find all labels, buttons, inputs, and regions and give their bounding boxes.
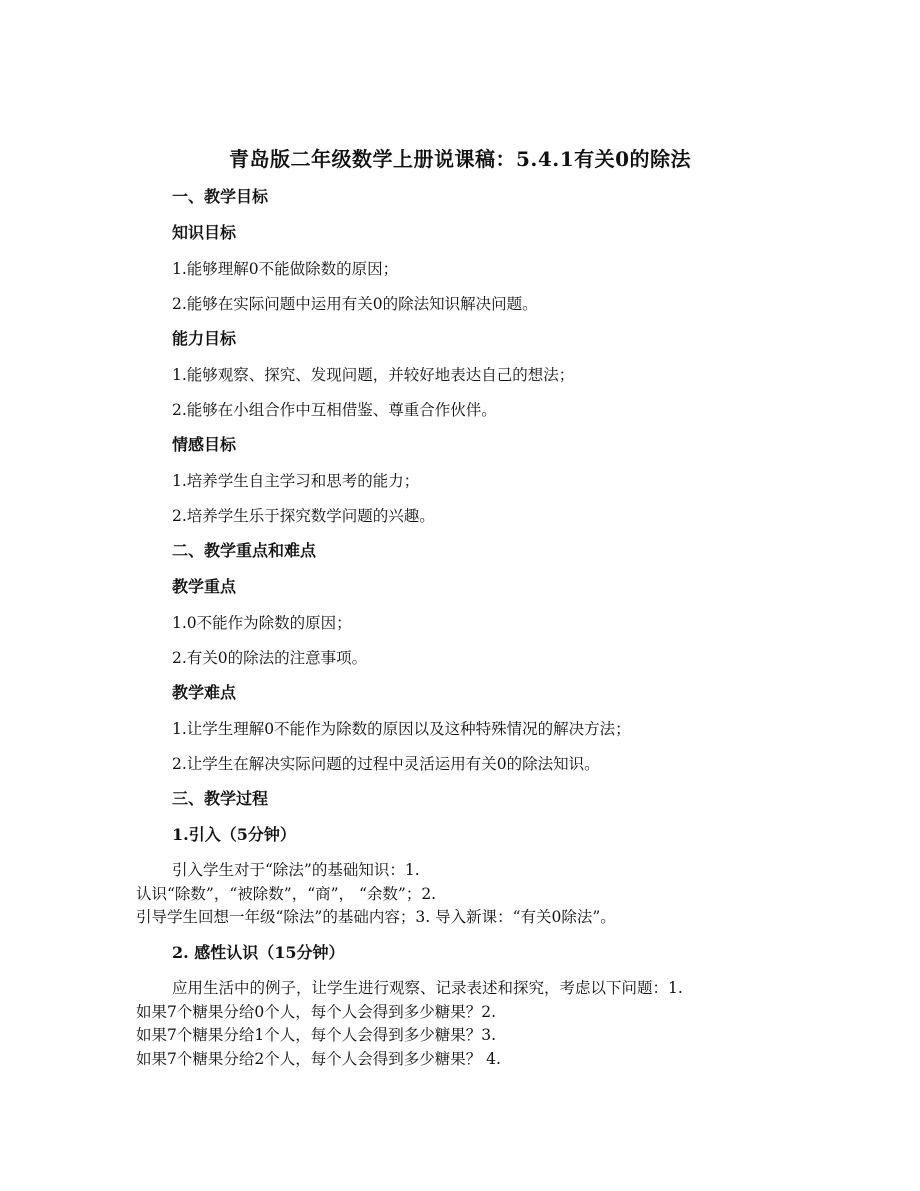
paragraph-line: 如果7个糖果分给0个人，每个人会得到多少糖果？2. bbox=[136, 1002, 497, 1021]
list-item: 2.让学生在解决实际问题的过程中灵活运用有关0的除法知识。 bbox=[172, 755, 600, 773]
subheading-ability-goals: 能力目标 bbox=[172, 329, 237, 348]
subheading-introduction: 1.引入（5分钟） bbox=[172, 825, 296, 844]
list-item: 2.能够在小组合作中互相借鉴、尊重合作伙伴。 bbox=[172, 401, 497, 419]
section-heading-process: 三、教学过程 bbox=[172, 789, 269, 808]
section-heading-key-points: 二、教学重点和难点 bbox=[172, 541, 317, 560]
list-item: 1.能够理解0不能做除数的原因； bbox=[172, 260, 399, 278]
list-item: 2.培养学生乐于探究数学问题的兴趣。 bbox=[172, 507, 435, 525]
subheading-key-points: 教学重点 bbox=[172, 577, 237, 596]
paragraph-line: 应用生活中的例子，让学生进行观察、记录表述和探究，考虑以下问题：1. bbox=[172, 979, 683, 997]
paragraph-line: 引入学生对于“除法”的基础知识：1. bbox=[172, 861, 420, 879]
subheading-difficulties: 教学难点 bbox=[172, 683, 237, 702]
paragraph-line: 认识“除数”，“被除数”，“商”， “余数”；2. bbox=[136, 884, 437, 903]
subheading-emotion-goals: 情感目标 bbox=[172, 435, 237, 454]
section-heading-objectives: 一、教学目标 bbox=[172, 187, 269, 206]
paragraph-perceptual bbox=[136, 977, 776, 1071]
paragraph-line: 引导学生回想一年级“除法”的基础内容；3. 导入新课：“有关0除法”。 bbox=[136, 908, 616, 926]
list-item: 1.培养学生自主学习和思考的能力； bbox=[172, 472, 420, 490]
list-item: 2.有关0的除法的注意事项。 bbox=[172, 649, 368, 667]
list-item: 1.0不能作为除数的原因； bbox=[172, 614, 352, 632]
document-title: 青岛版二年级数学上册说课稿：5.4.1有关0的除法 bbox=[228, 147, 692, 171]
paragraph-introduction bbox=[136, 859, 776, 930]
list-item: 1.能够观察、探究、发现问题，并较好地表达自己的想法； bbox=[172, 366, 575, 384]
subheading-knowledge-goals: 知识目标 bbox=[172, 223, 237, 242]
paragraph-line: 如果7个糖果分给2个人，每个人会得到多少糖果？ 4. bbox=[136, 1049, 501, 1068]
list-item: 2.能够在实际问题中运用有关0的除法知识解决问题。 bbox=[172, 295, 538, 313]
subheading-perceptual: 2. 感性认识（15分钟） bbox=[172, 943, 345, 962]
list-item: 1.让学生理解0不能作为除数的原因以及这种特殊情况的解决方法； bbox=[172, 720, 631, 738]
paragraph-line: 如果7个糖果分给1个人，每个人会得到多少糖果？3. bbox=[136, 1026, 497, 1044]
